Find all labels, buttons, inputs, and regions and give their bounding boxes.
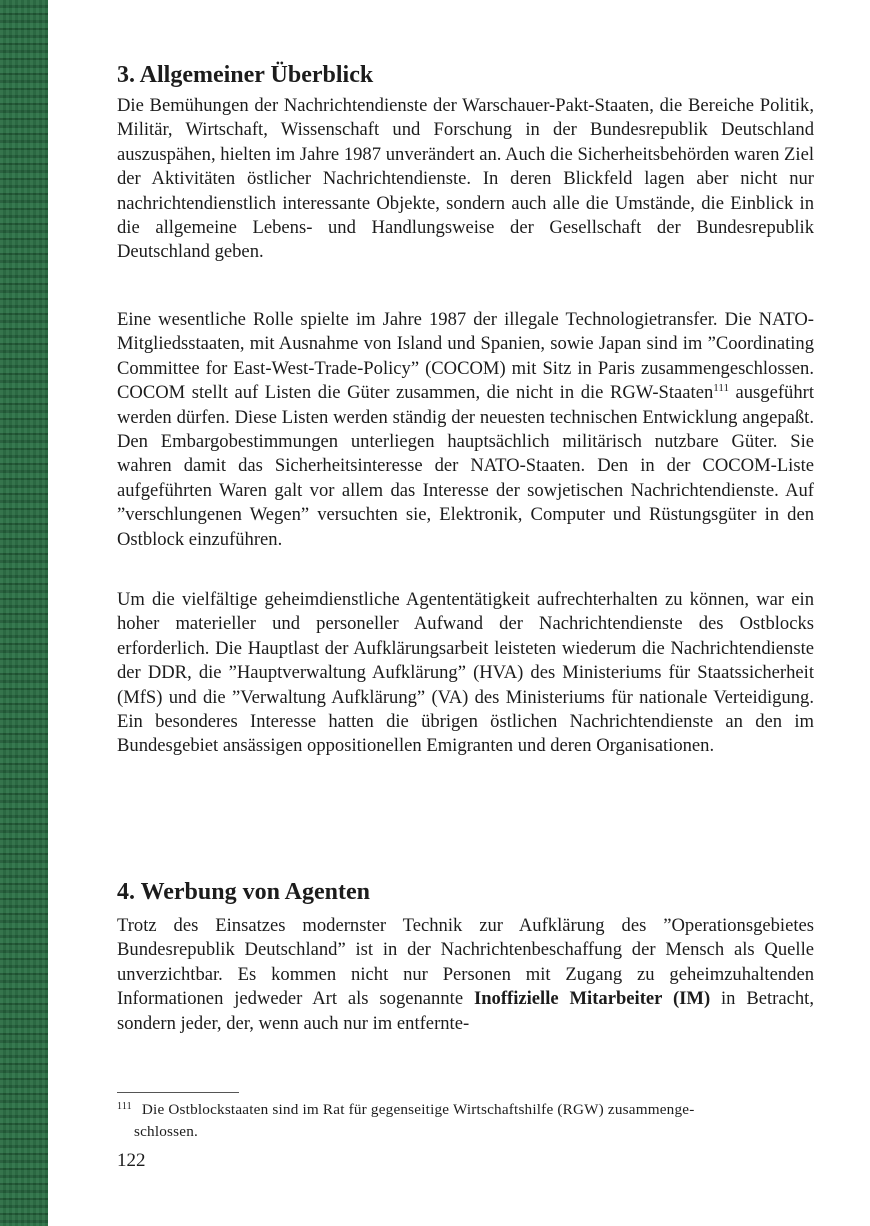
section-4-heading: 4. Werbung von Agenten	[117, 879, 370, 905]
section-3-heading: 3. Allgemeiner Überblick	[117, 62, 374, 88]
section-3-paragraph-1: Die Bemühungen der Nachrichtendienste der Warschauer-Pakt-Staaten, die Bereiche Politik, Militär, Wirtschaft, Wissenschaft und Forschung in der Bundesrepublik Deutschland auszuspähen, hielten im Jahre 1987 unverändert an. Auch die Sicherheitsbehörden waren Ziel der Aktivitäten östlicher Nachrichtendienste. In deren Blickfeld lagen aber nicht nur nachrichtendienstlich interessante Objekte, sondern auch alle die Umstände, die Einblick in die allgemeine Lebens- und Handlungsweise der Gesellschaft der Bundesrepublik Deutschland geben.	[117, 95, 814, 263]
footnote-reference: 111	[713, 382, 729, 395]
footnote-text-line-1: Die Ostblockstaaten sind im Rat für gegenseitige Wirtschaftshilfe (RGW) zusammenge-	[141, 1101, 695, 1118]
paragraph-2-text-a: Eine wesentliche Rolle spielte im Jahre 1987 der illegale Technologietransfer. Die NATO-Mitgliedsstaaten, mit Ausnahme von Island und Spanien, sowie Japan sind im ”Coordinating Committee for East-West-Trade-Policy” (COCOM) mit Sitz in Paris zusammengeschlossen. COCOM stellt auf Listen die Güter zusammen, die nicht in die RGW-Staaten	[117, 309, 814, 404]
section-4-paragraph-1	[117, 914, 814, 1036]
footnote-number: 111	[117, 1101, 132, 1112]
footnote-divider	[117, 1092, 239, 1093]
footnote-text-line-2: schlossen.	[134, 1123, 199, 1140]
section-4-bold-term: Inoffizielle Mitarbeiter (IM)	[473, 988, 711, 1010]
section-3-paragraph-2	[117, 308, 814, 552]
section-4-text-a: Trotz des Einsatzes modernster Technik zur Aufklärung des ”Operationsgebietes Bundesrepublik Deutschland” ist in der Nachrichtenbeschaffung der Mensch als Quelle unverzichtbar. Es kommen nicht nur Personen mit Zugang zu geheimzuhaltenden Informationen jedweder Art als sogenannte	[117, 915, 814, 1010]
page-number: 122	[117, 1150, 146, 1171]
section-4-text-b: in Betracht, sondern jeder, der, wenn auch nur im entfernte-	[117, 988, 814, 1034]
section-3-paragraph-3: Um die vielfältige geheimdienstliche Agententätigkeit aufrechterhalten zu können, war ein hoher materieller und personeller Aufwand der Nachrichtendienste des Ostblocks erforderlich. Die Hauptlast der Aufklärungsarbeit leisteten wiederum die Nachrichtendienste der DDR, die ”Hauptverwaltung Aufklärung” (HVA) des Ministeriums für Staatssicherheit (MfS) und die ”Verwaltung Aufklärung” (VA) des Ministeriums für nationale Verteidigung. Ein besonderes Interesse hatten die übrigen östlichen Nachrichtendienste an den im Bundesgebiet ansässigen oppositionellen Emigranten und deren Organisationen.	[117, 589, 814, 757]
scan-binding-strip	[0, 0, 48, 1226]
paragraph-2-text-b: ausgeführt werden dürfen. Diese Listen werden ständig der neuesten technischen Entwicklung angepaßt. Den Embargobestimmungen unterliegen hauptsächlich militärisch nutzbare Güter. Sie wahren damit das Sicherheitsinteresse der NATO-Staaten. Den in der COCOM-Liste aufgeführten Waren galt vor allem das Interesse der sowjetischen Nachrichtendienste. Auf ”verschlungenen Wegen” versuchten sie, Elektronik, Computer und Rüstungsgüter in den Ostblock einzuführen.	[117, 382, 814, 550]
footnote	[117, 1096, 814, 1143]
